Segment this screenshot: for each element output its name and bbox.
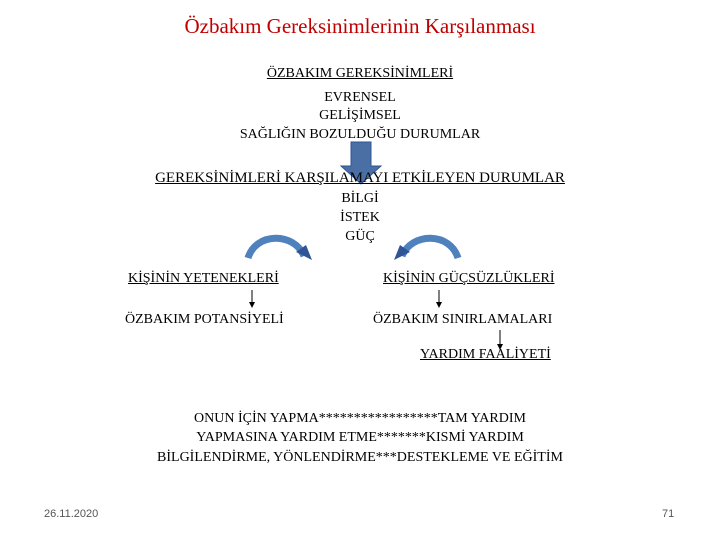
- factor-willingness: İSTEK: [340, 210, 380, 225]
- left-branch-result: ÖZBAKIM POTANSİYELİ: [125, 312, 284, 327]
- needs-item-health-deviation: SAĞLIĞIN BOZULDUĞU DURUMLAR: [239, 127, 481, 142]
- needs-item-universal: EVRENSEL: [324, 90, 396, 105]
- footer-page-number: 71: [662, 508, 675, 520]
- needs-item-developmental: GELİŞİMSEL: [319, 108, 401, 123]
- right-curved-arrow: [402, 238, 458, 258]
- right-branch-heading: KİŞİNİN GÜÇSÜZLÜKLERİ: [383, 271, 555, 286]
- help-heading: YARDIM FAALİYETİ: [420, 347, 551, 362]
- needs-heading: ÖZBAKIM GEREKSİNİMLERİ: [266, 66, 454, 81]
- help-line-partial: YAPMASINA YARDIM ETME*******KISMİ YARDIM: [196, 430, 524, 445]
- left-branch-heading: KİŞİNİN YETENEKLERİ: [128, 271, 279, 286]
- factor-knowledge: BİLGİ: [341, 191, 379, 206]
- help-line-support: BİLGİLENDİRME, YÖNLENDİRME***DESTEKLEME VE EĞİTİM: [157, 450, 563, 465]
- factors-heading: GEREKSİNİMLERİ KARŞILAMAYI ETKİLEYEN DURUMLAR: [155, 170, 565, 186]
- factor-power: GÜÇ: [345, 229, 375, 244]
- footer-date: 26.11.2020: [44, 508, 99, 520]
- page-title: Özbakım Gereksinimlerinin Karşılanması: [184, 14, 536, 38]
- right-branch-result: ÖZBAKIM SINIRLAMALARI: [373, 312, 553, 327]
- left-curved-arrow: [248, 238, 304, 258]
- help-line-full: ONUN İÇİN YAPMA*****************TAM YARDIM: [194, 411, 526, 426]
